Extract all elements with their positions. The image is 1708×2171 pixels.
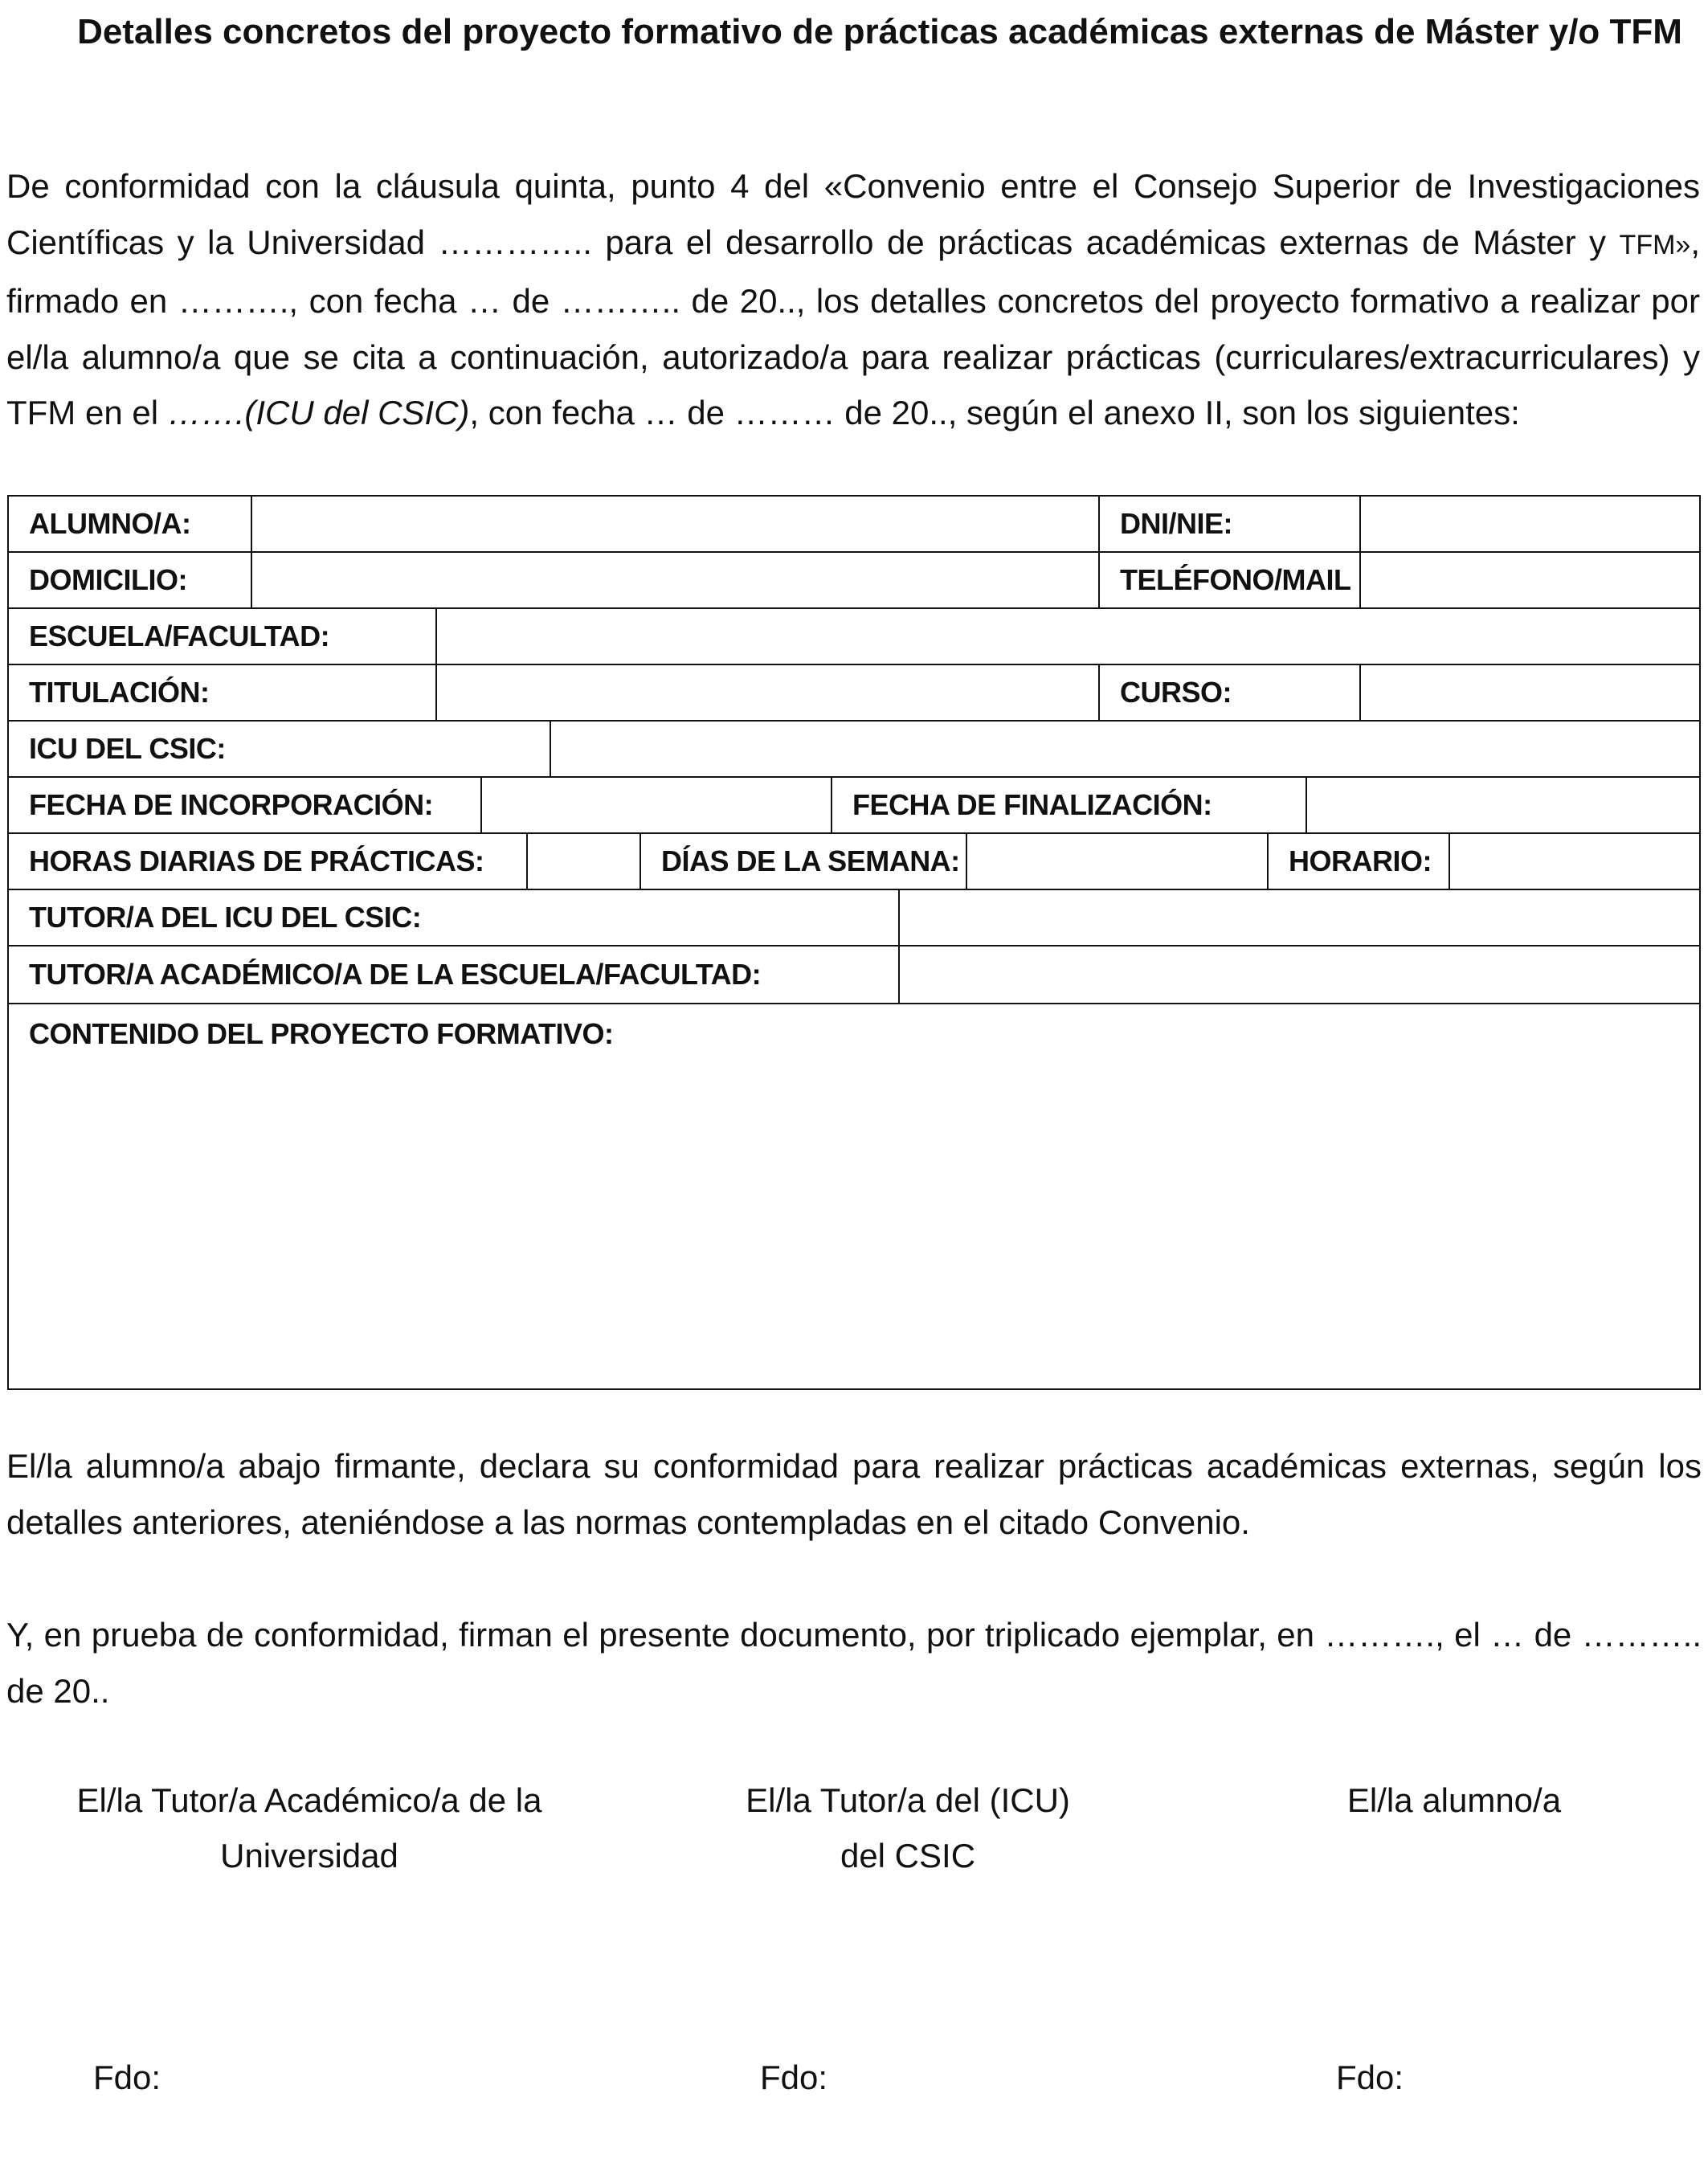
form-row-titulacion — [9, 665, 1699, 722]
fdo-alumno: Fdo: — [1336, 2059, 1404, 2096]
fecha-incorporacion-field[interactable] — [480, 778, 831, 832]
signature-tutor-icu-line2: del CSIC — [840, 1837, 976, 1875]
label-cell-telefono — [1098, 553, 1359, 607]
escuela-field[interactable] — [435, 609, 1699, 664]
label-cell-icu — [9, 722, 550, 776]
fdo-tutor-icu: Fdo: — [760, 2059, 828, 2096]
horario-field[interactable] — [1449, 834, 1699, 889]
label-cell-horario — [1267, 834, 1449, 889]
form-row-alumno — [9, 497, 1699, 553]
tutor-academico-field[interactable] — [898, 946, 1699, 1003]
label-icu: ICU DEL CSIC: — [29, 732, 226, 765]
titulacion-field[interactable] — [435, 665, 1098, 720]
signature-tutor-icu — [707, 1772, 1109, 1883]
label-fecha-incorporacion: FECHA DE INCORPORACIÓN: — [29, 788, 434, 821]
label-alumno: ALUMNO/A: — [29, 507, 191, 540]
label-cell-fecha-finalizacion — [831, 778, 1306, 832]
form-row-contenido[interactable] — [9, 1004, 1699, 1388]
intro-icu-italic: …….(ICU del CSIC) — [167, 394, 470, 431]
document-title: Detalles concretos del proyecto formativo de prácticas académicas externas de Máster y/o TFM — [77, 12, 1682, 51]
tutor-icu-field[interactable] — [898, 890, 1699, 945]
icu-field[interactable] — [550, 722, 1699, 776]
form-row-escuela — [9, 609, 1699, 665]
label-cell-dni — [1098, 497, 1359, 551]
alumno-field[interactable] — [251, 497, 1098, 551]
label-cell-dias — [639, 834, 966, 889]
label-tutor-icu: TUTOR/A DEL ICU DEL CSIC: — [29, 901, 422, 934]
form-row-horas — [9, 834, 1699, 890]
intro-text-3: , con fecha … de ……… de 20.., según el anexo II, son los siguientes: — [469, 394, 1520, 431]
label-tutor-academico: TUTOR/A ACADÉMICO/A DE LA ESCUELA/FACULTAD: — [29, 958, 762, 991]
signature-tutor-academico-line2: Universidad — [220, 1837, 398, 1875]
closing-paragraph: Y, en prueba de conformidad, firman el presente documento, por triplicado ejemplar, en ………., el … de ……….. de 20.. — [6, 1616, 1702, 1710]
signature-tutor-icu-line1: El/la Tutor/a del (ICU) — [746, 1781, 1070, 1819]
intro-text-2: , firmado en ………., con fecha … de ……….. de 20.., los detalles concretos del proyecto formativo a realizar por el/la alumno/a que se cita a continuación, autorizado/a para realizar prácticas (curriculares/extracurriculares) y TFM en el — [6, 223, 1700, 431]
fecha-finalizacion-field[interactable] — [1306, 778, 1699, 832]
signature-alumno — [1285, 1772, 1623, 1828]
form-row-fechas — [9, 778, 1699, 834]
label-cell-domicilio — [9, 553, 251, 607]
intro-tfm: TFM» — [1619, 229, 1691, 260]
signature-tutor-academico — [32, 1772, 586, 1883]
student-form-table — [7, 495, 1701, 1390]
label-telefono: TELÉFONO/MAIL — [1120, 563, 1351, 596]
intro-text-1: De conformidad con la cláusula quinta, punto 4 del «Convenio entre el Consejo Superior de Investigaciones Científicas y la Universidad ………….. para el desarrollo de prácticas académicas externas de Máster y — [6, 167, 1700, 261]
declaration-paragraph: El/la alumno/a abajo firmante, declara su conformidad para realizar prácticas académicas externas, según los detalles anteriores, ateniéndose a las normas contempladas en el citado Convenio. — [6, 1447, 1702, 1541]
label-cell-titulacion — [9, 665, 435, 720]
label-dni: DNI/NIE: — [1120, 507, 1232, 540]
horas-field[interactable] — [526, 834, 639, 889]
label-cell-alumno — [9, 497, 251, 551]
label-dias: DÍAS DE LA SEMANA: — [661, 844, 960, 877]
label-cell-fecha-incorporacion — [9, 778, 480, 832]
curso-field[interactable] — [1359, 665, 1699, 720]
label-cell-curso — [1098, 665, 1359, 720]
label-escuela: ESCUELA/FACULTAD: — [29, 619, 330, 652]
form-row-icu — [9, 722, 1699, 778]
label-cell-tutor-icu — [9, 890, 898, 945]
label-curso: CURSO: — [1120, 676, 1232, 709]
signature-alumno-line1: El/la alumno/a — [1346, 1781, 1562, 1819]
fdo-tutor-academico: Fdo: — [93, 2059, 161, 2096]
label-titulacion: TITULACIÓN: — [29, 676, 210, 709]
label-contenido: CONTENIDO DEL PROYECTO FORMATIVO: — [29, 1017, 614, 1050]
telefono-field[interactable] — [1359, 553, 1699, 607]
label-cell-tutor-academico — [9, 946, 898, 1003]
label-domicilio: DOMICILIO: — [29, 563, 187, 596]
form-row-tutor-academico — [9, 946, 1699, 1004]
label-horario: HORARIO: — [1289, 844, 1432, 877]
signature-tutor-academico-line1: El/la Tutor/a Académico/a de la — [76, 1781, 542, 1819]
domicilio-field[interactable] — [251, 553, 1098, 607]
dni-field[interactable] — [1359, 497, 1699, 551]
label-cell-horas — [9, 834, 526, 889]
form-row-tutor-icu — [9, 890, 1699, 946]
dias-field[interactable] — [966, 834, 1267, 889]
form-row-domicilio — [9, 553, 1699, 609]
label-horas: HORAS DIARIAS DE PRÁCTICAS: — [29, 844, 484, 877]
intro-paragraph — [6, 158, 1700, 441]
label-cell-escuela — [9, 609, 435, 664]
label-fecha-finalizacion: FECHA DE FINALIZACIÓN: — [852, 788, 1212, 821]
